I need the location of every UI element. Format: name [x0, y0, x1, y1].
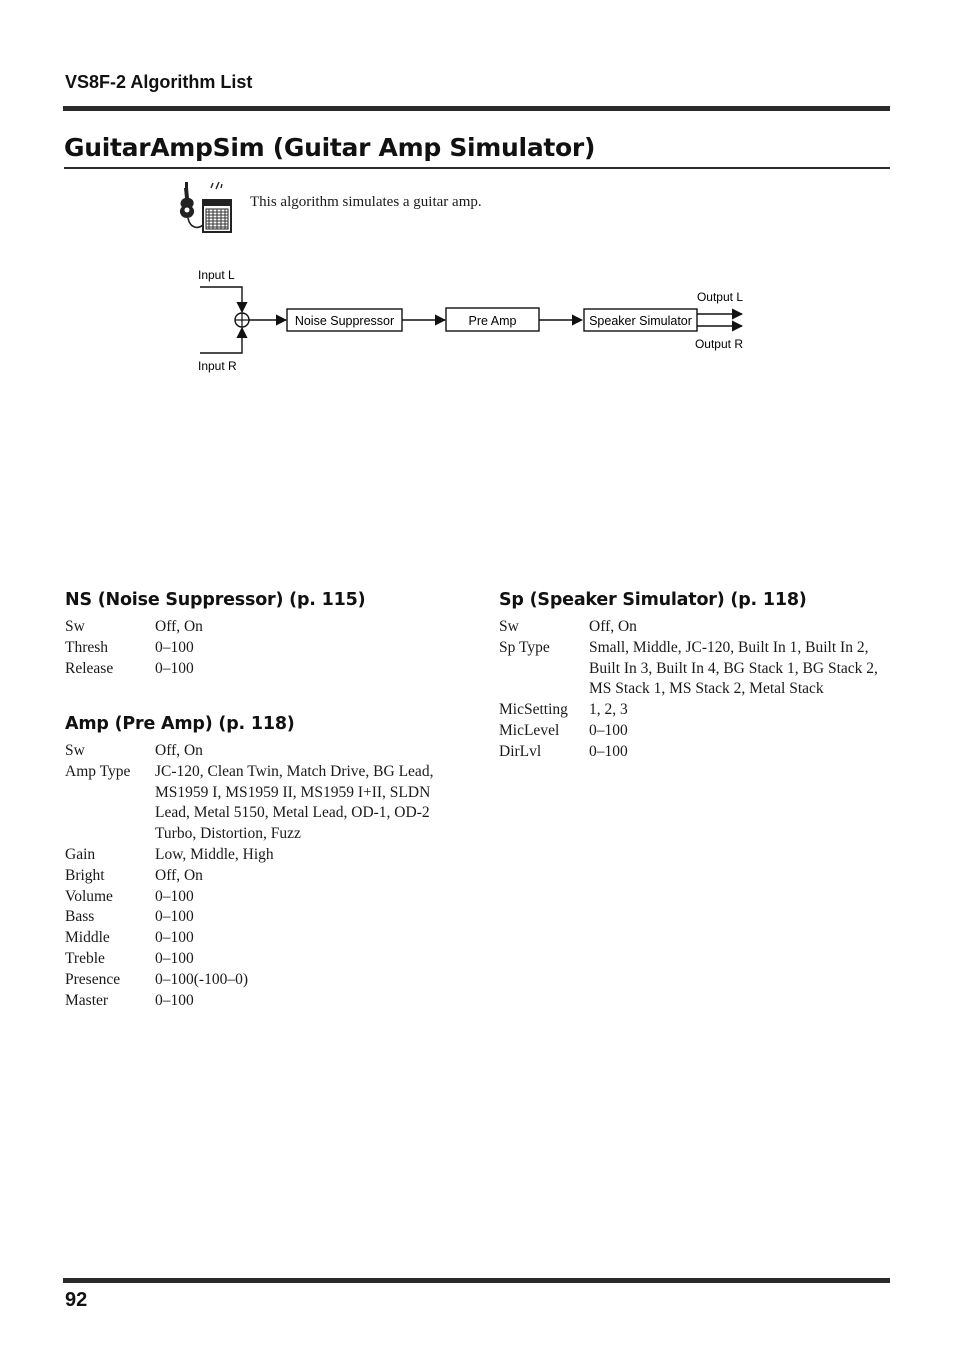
- sp-param-table: [499, 617, 889, 763]
- param-value: Off, On: [155, 866, 203, 884]
- page-number: 92: [65, 1289, 88, 1311]
- param-name: Thresh: [65, 638, 109, 656]
- param-row: [65, 845, 455, 866]
- param-row: [499, 700, 889, 721]
- param-value: 0–100: [155, 659, 194, 677]
- block-diagram: [190, 262, 760, 382]
- speaker-simulator-label: Speaker Simulator: [589, 314, 692, 328]
- ns-param-table: [65, 617, 455, 679]
- page-title: GuitarAmpSim (Guitar Amp Simulator): [64, 133, 596, 162]
- param-value: Off, On: [589, 618, 637, 635]
- param-row: [65, 949, 455, 970]
- param-row: [65, 866, 455, 887]
- param-name: Sw: [65, 618, 85, 635]
- param-row: [499, 721, 889, 742]
- mixer-symbol: [235, 313, 249, 327]
- param-row: [65, 762, 455, 845]
- param-value: 0–100: [155, 929, 194, 947]
- param-value: 0–100: [155, 908, 194, 926]
- param-value: 0–100(-100–0): [155, 970, 248, 988]
- param-value: 0–100: [155, 949, 194, 967]
- param-value: 0–100: [155, 991, 194, 1009]
- noise-suppressor-label: Noise Suppressor: [294, 314, 395, 328]
- ns-heading: NS (Noise Suppressor) (p. 115): [65, 590, 366, 610]
- footer-rule: [63, 1278, 890, 1283]
- header-rule: [63, 106, 890, 111]
- input-r-label: Input R: [198, 359, 237, 373]
- param-name: MicLevel: [499, 721, 560, 739]
- param-name: DirLvl: [499, 742, 542, 760]
- param-name: MicSetting: [499, 701, 568, 719]
- param-value: 0–100: [155, 638, 194, 656]
- param-name: Master: [65, 991, 109, 1009]
- param-name: Gain: [65, 845, 96, 863]
- input-l-line: [200, 287, 242, 312]
- param-row: [65, 907, 455, 928]
- param-value: JC-120, Clean Twin, Match Drive, BG Lead, MS1959 I, MS1959 II, MS1959 I+II, SLDN Lead, Metal 5150, Metal Lead, OD-1, OD-2 Turbo, Distortion, Fuzz: [155, 762, 434, 843]
- param-row: [499, 742, 889, 763]
- output-l-label: Output L: [696, 290, 743, 304]
- param-name: Treble: [65, 949, 105, 967]
- param-value: 1, 2, 3: [589, 701, 628, 719]
- param-name: Sw: [65, 742, 85, 759]
- input-r-line: [200, 328, 242, 353]
- param-value: Off, On: [155, 618, 203, 635]
- param-row: [65, 741, 455, 762]
- input-l-label: Input L: [198, 268, 235, 282]
- pre-amp-label: Pre Amp: [468, 314, 517, 328]
- param-row: [499, 638, 889, 700]
- param-name: Presence: [65, 970, 121, 988]
- intro-text: This algorithm simulates a guitar amp.: [250, 194, 482, 210]
- param-value: Small, Middle, JC-120, Built In 1, Built In 2, Built In 3, Built In 4, BG Stack 1, BG Stack 2, MS Stack 1, MS Stack 2, Metal Stack: [589, 638, 878, 698]
- param-value: Off, On: [155, 742, 203, 759]
- param-value: 0–100: [589, 742, 628, 760]
- param-row: [65, 887, 455, 908]
- amp-param-table: [65, 741, 455, 1011]
- param-row: [65, 617, 455, 638]
- param-row: [65, 638, 455, 659]
- amp-heading: Amp (Pre Amp) (p. 118): [65, 714, 295, 734]
- param-name: Middle: [65, 929, 110, 947]
- param-value: 0–100: [155, 887, 194, 905]
- param-row: [65, 970, 455, 991]
- sp-heading: Sp (Speaker Simulator) (p. 118): [499, 590, 807, 610]
- param-value: Low, Middle, High: [155, 845, 274, 863]
- output-r-label: Output R: [694, 337, 743, 351]
- running-header: VS8F-2 Algorithm List: [65, 72, 253, 92]
- param-row: [499, 617, 889, 638]
- param-value: 0–100: [589, 721, 628, 739]
- param-row: [65, 928, 455, 949]
- param-name: Bright: [65, 866, 105, 884]
- title-rule: [64, 167, 890, 169]
- param-name: Sw: [499, 618, 519, 635]
- param-row: [65, 659, 455, 680]
- param-name: Volume: [65, 887, 113, 905]
- param-name: Bass: [65, 908, 95, 926]
- param-name: Release: [65, 659, 114, 677]
- param-row: [65, 991, 455, 1012]
- param-name: Sp Type: [499, 638, 550, 656]
- param-name: Amp Type: [65, 762, 131, 780]
- guitar-amp-icon: [178, 180, 234, 236]
